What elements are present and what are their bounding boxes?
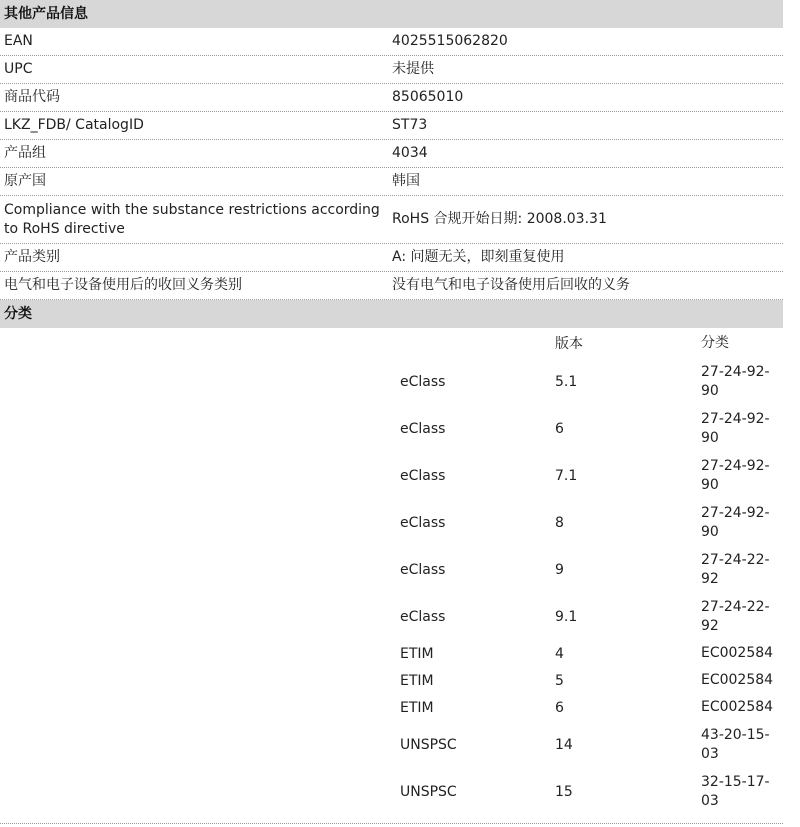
cell-class-line2: 03 <box>701 792 719 809</box>
classification-table <box>0 328 783 824</box>
info-label: 产品类别 <box>4 249 60 265</box>
table-row <box>0 358 783 405</box>
table-row <box>0 405 783 452</box>
cell-class <box>701 504 783 542</box>
info-label: Compliance with the substance restrictions according to RoHS directive <box>4 201 380 237</box>
info-value: 4034 <box>392 145 428 161</box>
table-row <box>0 499 783 546</box>
cell-class-line2: 03 <box>701 745 719 762</box>
info-label: UPC <box>4 61 33 77</box>
table-row <box>0 452 783 499</box>
cell-class <box>701 773 783 811</box>
cell-class <box>701 598 783 636</box>
cell-version: 7.1 <box>555 467 578 484</box>
cell-class-line1: 27-24-92- <box>701 504 770 521</box>
header-class: 分类 <box>701 334 729 351</box>
table-row <box>0 640 783 667</box>
info-row-upc <box>0 56 783 84</box>
table-row <box>0 593 783 640</box>
cell-class-line2: 92 <box>701 570 719 587</box>
table-row <box>0 721 783 768</box>
cell-class-line2: 90 <box>701 429 719 446</box>
info-row-country-of-origin <box>0 168 783 196</box>
cell-class <box>701 726 783 764</box>
cell-class: EC002584 <box>701 699 774 715</box>
info-label: LKZ_FDB/ CatalogID <box>4 117 144 133</box>
info-label: EAN <box>4 33 33 49</box>
table-bottom-divider <box>0 815 783 824</box>
info-value: 韩国 <box>392 173 420 189</box>
info-label: 原产国 <box>4 173 46 189</box>
cell-class-line2: 90 <box>701 382 719 399</box>
table-row <box>0 694 783 721</box>
info-row-product-group <box>0 140 783 168</box>
cell-system: eClass <box>400 561 446 578</box>
cell-class-line1: 27-24-92- <box>701 410 770 427</box>
info-value: 85065010 <box>392 89 464 105</box>
cell-class: EC002584 <box>701 645 774 661</box>
classification-header: 分类 <box>0 300 783 328</box>
cell-system: UNSPSC <box>400 736 457 753</box>
cell-system: UNSPSC <box>400 783 457 800</box>
cell-class-line2: 92 <box>701 617 719 634</box>
cell-system: ETIM <box>400 699 434 716</box>
table-row <box>0 667 783 694</box>
cell-version: 4 <box>555 645 564 662</box>
cell-class-line2: 90 <box>701 476 719 493</box>
cell-class-line1: 27-24-92- <box>701 457 770 474</box>
cell-version: 5 <box>555 672 564 689</box>
header-version: 版本 <box>555 336 583 352</box>
cell-version: 6 <box>555 699 564 716</box>
table-row <box>0 768 783 815</box>
classification-table-header <box>0 328 783 358</box>
cell-class-line1: 27-24-22- <box>701 598 770 615</box>
info-value: ST73 <box>392 117 428 133</box>
cell-version: 5.1 <box>555 373 578 390</box>
cell-system: eClass <box>400 373 446 390</box>
info-row-rohs-compliance <box>0 196 783 244</box>
cell-class-line1: 32-15-17- <box>701 773 770 790</box>
other-info-header: 其他产品信息 <box>0 0 783 28</box>
cell-class-line1: 27-24-92- <box>701 363 770 380</box>
info-value: 没有电气和电子设备使用后回收的义务 <box>392 277 630 293</box>
info-label: 电气和电子设备使用后的收回义务类别 <box>4 277 242 293</box>
cell-class-line1: 43-20-15- <box>701 726 770 743</box>
cell-class-line2: 90 <box>701 523 719 540</box>
cell-system: eClass <box>400 420 446 437</box>
info-row-commodity-code <box>0 84 783 112</box>
info-label: 商品代码 <box>4 89 60 105</box>
cell-version: 9.1 <box>555 608 578 625</box>
cell-class <box>701 410 783 448</box>
info-label: 产品组 <box>4 145 46 161</box>
info-value: A: 问题无关，即刻重复使用 <box>392 249 565 265</box>
cell-system: ETIM <box>400 645 434 662</box>
cell-system: eClass <box>400 608 446 625</box>
cell-version: 9 <box>555 561 564 578</box>
info-value: 4025515062820 <box>392 33 508 49</box>
table-row <box>0 546 783 593</box>
cell-version: 15 <box>555 783 573 800</box>
info-row-weee-category <box>0 272 783 300</box>
cell-class <box>701 457 783 495</box>
cell-version: 14 <box>555 736 573 753</box>
info-row-ean <box>0 28 783 56</box>
cell-class <box>701 363 783 401</box>
cell-system: eClass <box>400 467 446 484</box>
info-value: RoHS 合规开始日期: 2008.03.31 <box>392 211 607 227</box>
cell-class: EC002584 <box>701 672 774 688</box>
info-row-product-category <box>0 244 783 272</box>
info-row-catalog-id <box>0 112 783 140</box>
info-value: 未提供 <box>392 61 434 77</box>
cell-version: 6 <box>555 420 564 437</box>
cell-class <box>701 551 783 589</box>
cell-version: 8 <box>555 514 564 531</box>
cell-system: eClass <box>400 514 446 531</box>
cell-class-line1: 27-24-22- <box>701 551 770 568</box>
cell-system: ETIM <box>400 672 434 689</box>
